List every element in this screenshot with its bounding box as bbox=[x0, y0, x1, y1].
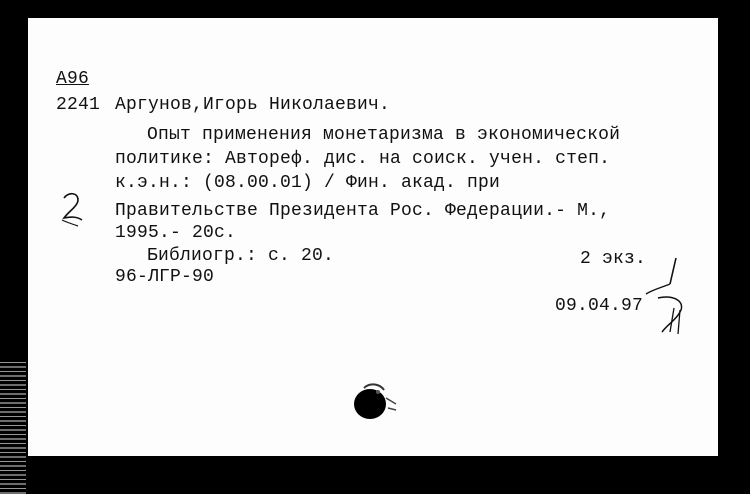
copies-count: 2 экз. bbox=[580, 249, 647, 269]
bibliography-note: Библиогр.: с. 20. bbox=[147, 246, 335, 266]
handwritten-margin-mark bbox=[58, 190, 88, 230]
handwritten-signature bbox=[640, 254, 700, 344]
catalog-card bbox=[28, 18, 718, 456]
title-line-3: к.э.н.: (08.00.01) / Фин. акад. при bbox=[115, 173, 501, 193]
author-heading: Аргунов,Игорь Николаевич. bbox=[115, 95, 391, 115]
punch-hole bbox=[350, 378, 404, 426]
registration-code: 96-ЛГР-90 bbox=[115, 267, 215, 287]
card-number: 2241 bbox=[56, 95, 101, 115]
date-stamp: 09.04.97 bbox=[555, 296, 644, 316]
title-line-1: Опыт применения монетаризма в экономической bbox=[147, 125, 621, 145]
title-line-2: политике: Автореф. дис. на соиск. учен. степ. bbox=[115, 149, 611, 169]
scan-edge-noise bbox=[0, 360, 26, 494]
title-line-5: 1995.- 20с. bbox=[115, 223, 237, 243]
title-line-4: Правительстве Президента Рос. Федерации.- М., bbox=[115, 201, 611, 221]
shelf-mark: А96 bbox=[56, 69, 90, 89]
